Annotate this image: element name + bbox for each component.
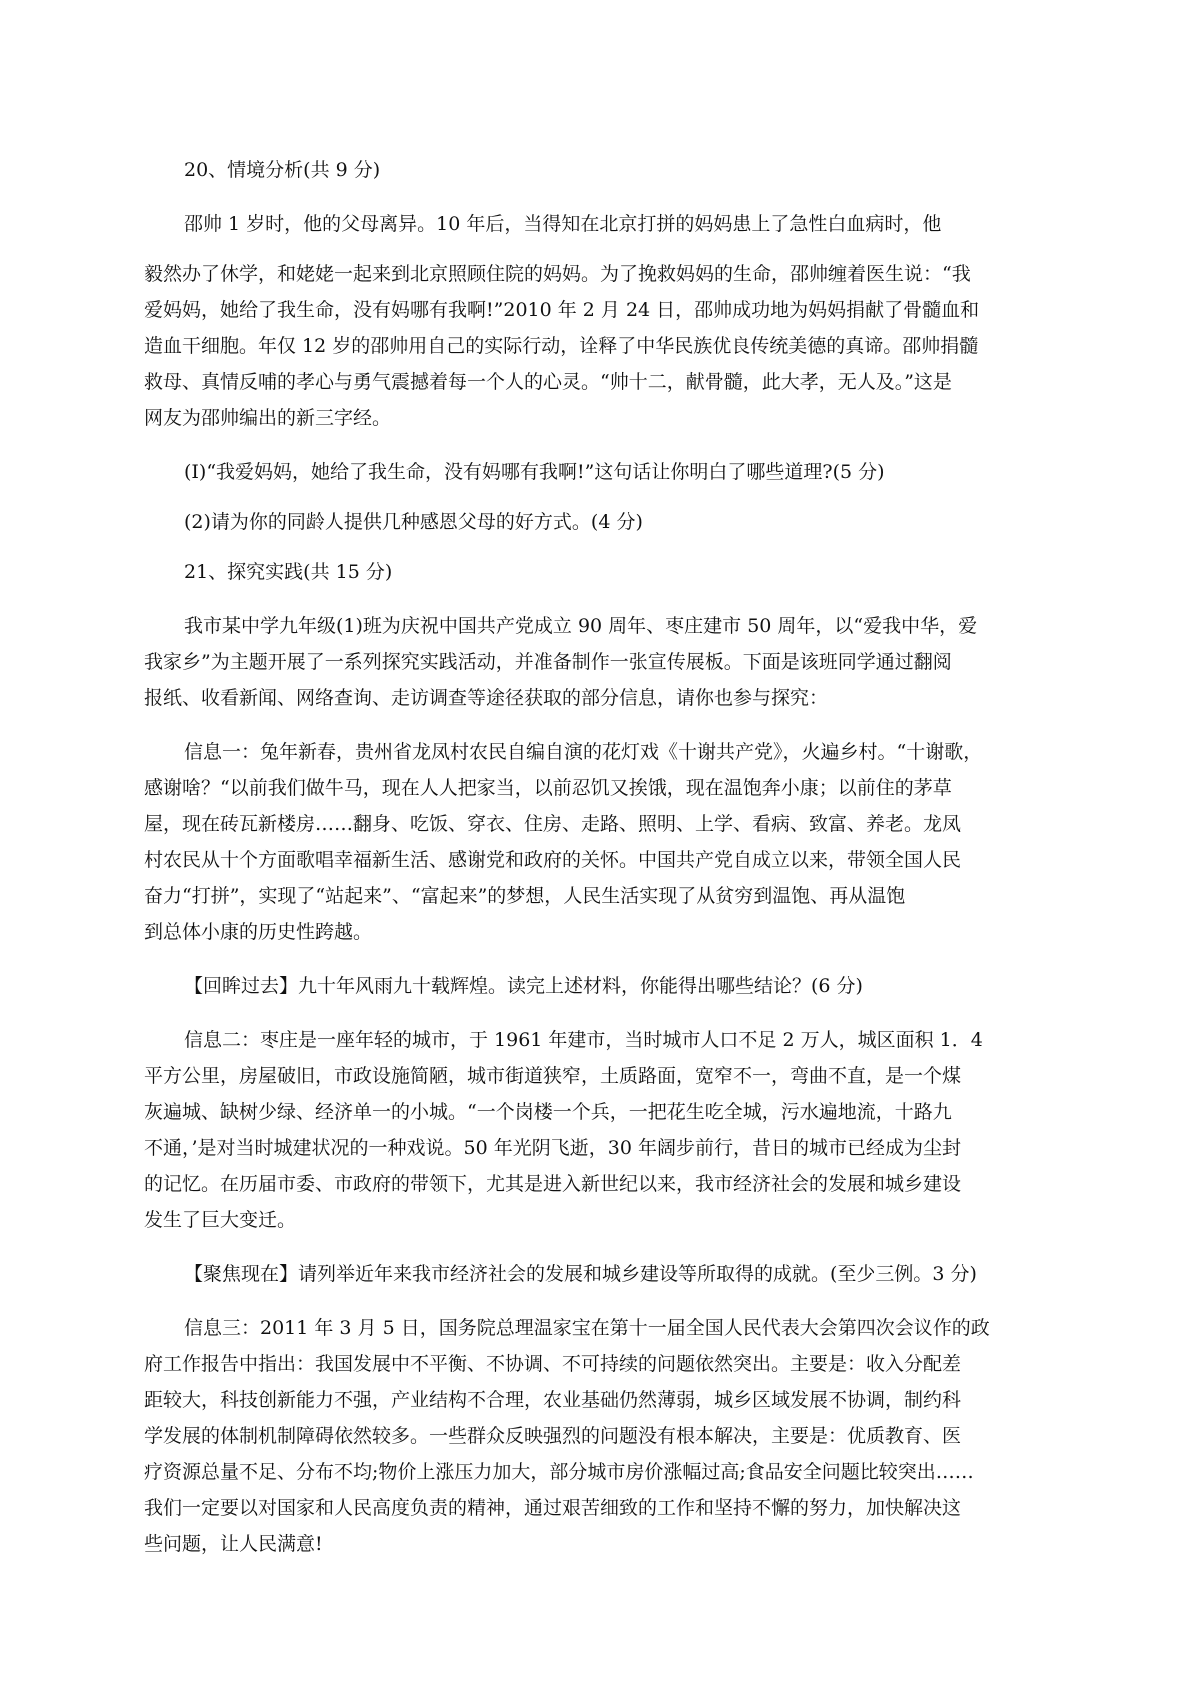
question-20-sub-1: (I)“我爱妈妈，她给了我生命，没有妈哪有我啊!”这句话让你明白了哪些道理?(5 分) [184,461,885,483]
paragraph-line: 毅然办了休学，和姥姥一起来到北京照顾住院的妈妈。为了挽救妈妈的生命，邵帅缠着医生说：“我 [144,263,971,285]
paragraph-line: 信息三：2011 年 3 月 5 日，国务院总理温家宝在第十一届全国人民代表大会第四次会议作的政 [184,1317,990,1339]
question-20-sub-2: (2)请为你的同龄人提供几种感恩父母的好方式。(4 分) [184,511,643,533]
paragraph-line: 我们一定要以对国家和人民高度负责的精神，通过艰苦细致的工作和坚持不懈的努力，加快解决这 [144,1497,962,1519]
paragraph-line: 疗资源总量不足、分布不均;物价上涨压力加大，部分城市房价涨幅过高;食品安全问题比较突出…… [144,1461,974,1483]
info-1 [144,734,1060,950]
paragraph-line: 村农民从十个方面歌唱幸福新生活、感谢党和政府的关怀。中国共产党自成立以来，带领全国人民 [144,849,962,871]
question-21-heading: 21、探究实践(共 15 分) [184,561,393,583]
paragraph-line: 到总体小康的历史性跨越。 [144,921,373,943]
paragraph-line: 的记忆。在历届市委、市政府的带领下，尤其是进入新世纪以来，我市经济社会的发展和城乡建设 [144,1173,962,1195]
info-2 [144,1022,1060,1238]
info-3 [144,1310,1060,1562]
paragraph-line: 屋，现在砖瓦新楼房……翻身、吃饭、穿衣、住房、走路、照明、上学、看病、致富、养老。龙凤 [144,813,962,835]
paragraph-line: 网友为邵帅编出的新三字经。 [144,407,392,429]
paragraph-line: 造血干细胞。年仅 12 岁的邵帅用自己的实际行动，诠释了中华民族优良传统美德的真谛。邵帅捐髓 [144,335,979,357]
paragraph-line: 些问题，让人民满意! [144,1533,323,1555]
question-look-back: 【回眸过去】九十年风雨九十载辉煌。读完上述材料，你能得出哪些结论？(6 分) [184,975,863,997]
question-21-intro [144,608,1060,716]
paragraph-line: 府工作报告中指出：我国发展中不平衡、不协调、不可持续的问题依然突出。主要是：收入分配差 [144,1353,962,1375]
question-20-heading: 20、情境分析(共 9 分) [184,159,381,181]
paragraph-line: 救母、真情反哺的孝心与勇气震撼着每一个人的心灵。“帅十二，献骨髓，此大孝，无人及。”这是 [144,371,952,393]
paragraph-line: 学发展的体制机制障碍依然较多。一些群众反映强烈的问题没有根本解决，主要是：优质教育、医 [144,1425,962,1447]
paragraph-line: 爱妈妈，她给了我生命，没有妈哪有我啊!”2010 年 2 月 24 日，邵帅成功地为妈妈捐献了骨髓血和 [144,299,980,321]
paragraph-line: 平方公里，房屋破旧，市政设施简陋，城市街道狭窄，土质路面，宽窄不一，弯曲不直，是一个煤 [144,1065,962,1087]
paragraph-line: 信息二：枣庄是一座年轻的城市，于 1961 年建市，当时城市人口不足 2 万人，城区面积 1．4 [184,1029,983,1051]
paragraph-line: 邵帅 1 岁时，他的父母离异。10 年后，当得知在北京打拼的妈妈患上了急性白血病时，他 [184,213,942,235]
paragraph-line: 感谢啥？“以前我们做牛马，现在人人把家当，以前忍饥又挨饿，现在温饱奔小康；以前住的茅草 [144,777,952,799]
question-focus-present: 【聚焦现在】请列举近年来我市经济社会的发展和城乡建设等所取得的成就。(至少三例。3 分) [184,1263,977,1285]
paragraph-line: 发生了巨大变迁。 [144,1209,297,1231]
paragraph-line: 信息一：兔年新春，贵州省龙凤村农民自编自演的花灯戏《十谢共产党》，火遍乡村。“十谢歌， [184,741,983,763]
paragraph-line: 灰遍城、缺树少绿、经济单一的小城。“一个岗楼一个兵，一把花生吃全城，污水遍地流，十路九 [144,1101,952,1123]
paragraph-line: 奋力“打拼”，实现了“站起来”、“富起来”的梦想，人民生活实现了从贫穷到温饱、再从温饱 [144,885,906,907]
paragraph-line: 距较大，科技创新能力不强，产业结构不合理，农业基础仍然薄弱，城乡区域发展不协调，制约科 [144,1389,962,1411]
question-20-scenario [144,206,1060,436]
paragraph-line: 我家乡”为主题开展了一系列探究实践活动，并准备制作一张宣传展板。下面是该班同学通过翻阅 [144,651,952,673]
paragraph-line: 我市某中学九年级(1)班为庆祝中国共产党成立 90 周年、枣庄建市 50 周年，以“爱我中华，爱 [184,615,978,637]
paragraph-line: 不通，’是对当时城建状况的一种戏说。50 年光阴飞逝，30 年阔步前行，昔日的城市已经成为尘封 [144,1137,961,1159]
paragraph-line: 报纸、收看新闻、网络查询、走访调查等途径获取的部分信息，请你也参与探究： [144,687,829,709]
